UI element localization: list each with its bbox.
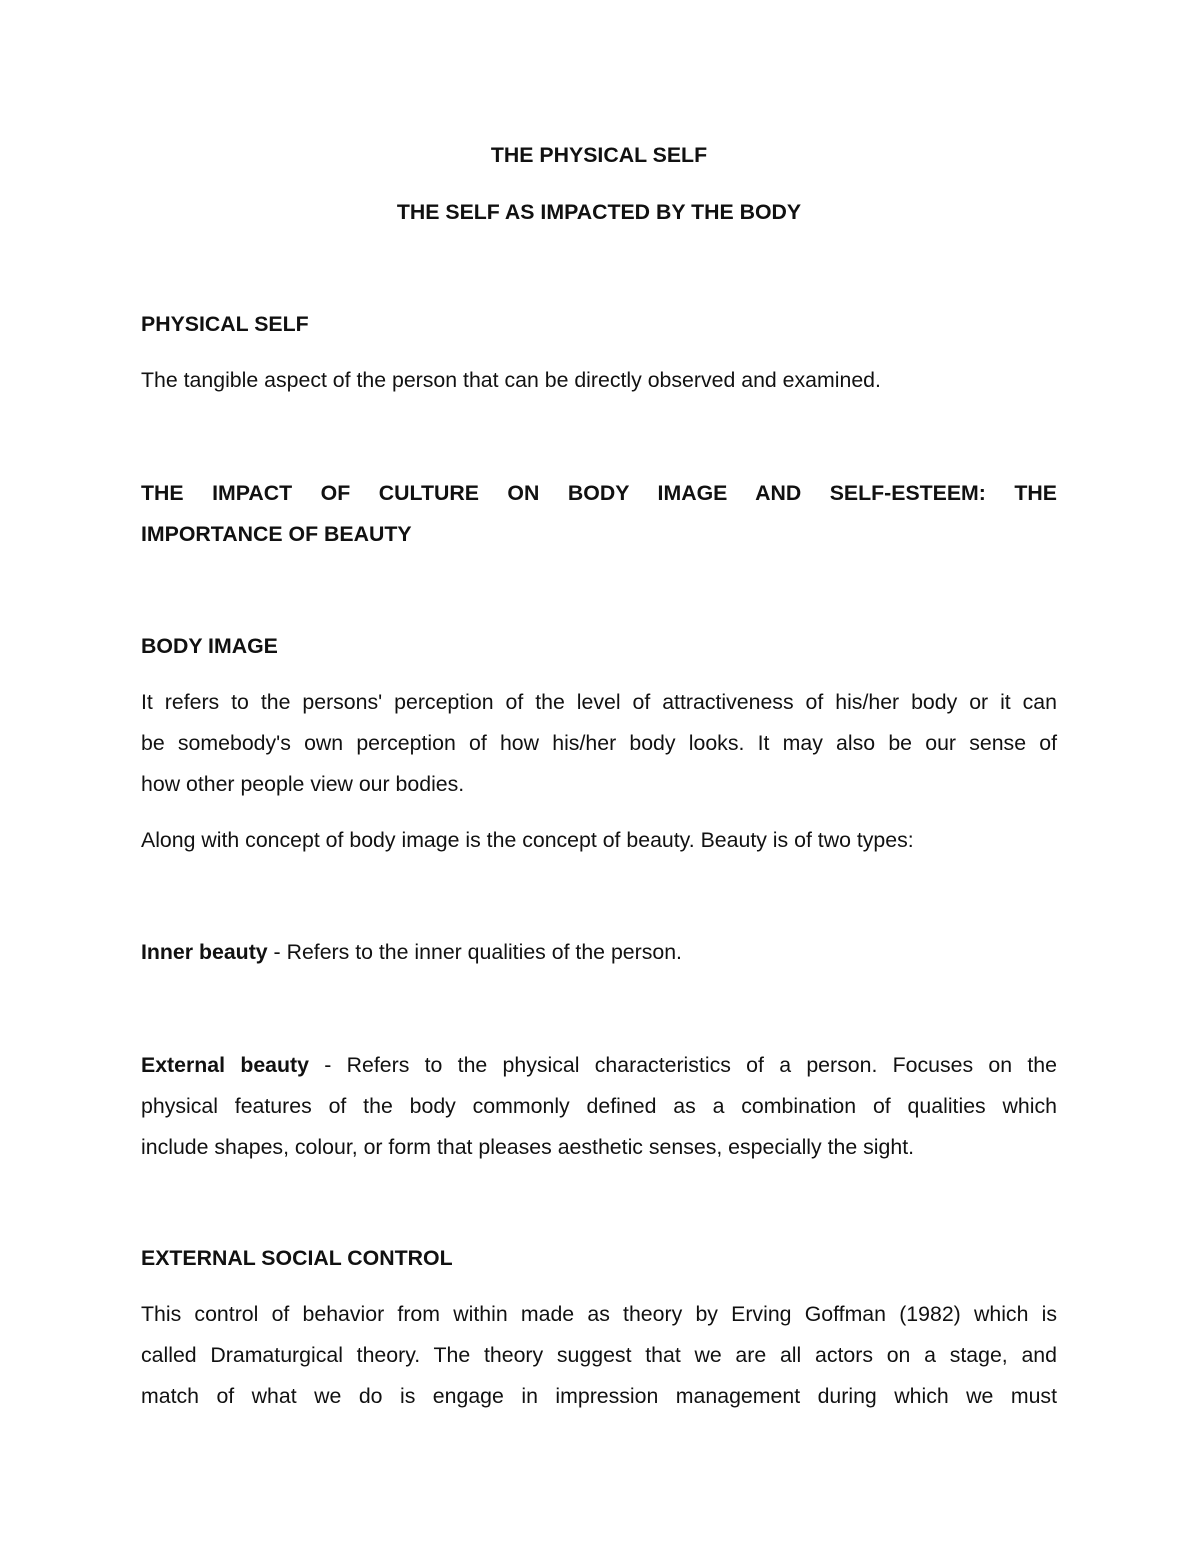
section-heading-impact-of-culture-line2: IMPORTANCE OF BEAUTY: [141, 522, 412, 546]
section-heading-physical-self: PHYSICAL SELF: [141, 312, 309, 336]
external-social-control-line2: called Dramaturgical theory. The theory suggest that we are all actors on a stage, and: [141, 1343, 1057, 1367]
section-heading-body-image: BODY IMAGE: [141, 634, 278, 658]
document-title: THE PHYSICAL SELF: [490, 143, 708, 167]
inner-beauty-term: Inner beauty: [141, 940, 268, 964]
body-image-text-line3: how other people view our bodies.: [141, 772, 465, 796]
inner-beauty-definition: [141, 932, 1057, 973]
section-heading-impact-of-culture-line1: THE IMPACT OF CULTURE ON BODY IMAGE AND SELF-ESTEEM: THE: [141, 481, 1057, 505]
external-social-control-line1: This control of behavior from within made as theory by Erving Goffman (1982) which is: [141, 1302, 1057, 1326]
body-image-text-line1: It refers to the persons' perception of the level of attractiveness of his/her body or it can: [141, 690, 1057, 714]
external-beauty-text-line2: physical features of the body commonly defined as a combination of qualities which: [141, 1094, 1057, 1118]
external-beauty-text-line1: - Refers to the physical characteristics of a person. Focuses on the: [308, 1053, 1057, 1077]
external-beauty-text-line3: include shapes, colour, or form that pleases aesthetic senses, especially the sight.: [141, 1135, 915, 1159]
external-beauty-definition-line1: [141, 1045, 1057, 1086]
physical-self-text: The tangible aspect of the person that can be directly observed and examined.: [141, 368, 881, 392]
body-image-text-line2: be somebody's own perception of how his/her body looks. It may also be our sense of: [141, 731, 1057, 755]
document-subtitle: THE SELF AS IMPACTED BY THE BODY: [396, 200, 802, 224]
external-beauty-term: External beauty: [141, 1053, 309, 1077]
section-heading-external-social-control: EXTERNAL SOCIAL CONTROL: [141, 1246, 453, 1270]
external-social-control-line3: match of what we do is engage in impression management during which we must: [141, 1384, 1057, 1408]
inner-beauty-text: - Refers to the inner qualities of the person.: [267, 940, 682, 964]
beauty-types-intro: Along with concept of body image is the concept of beauty. Beauty is of two types:: [141, 828, 914, 852]
